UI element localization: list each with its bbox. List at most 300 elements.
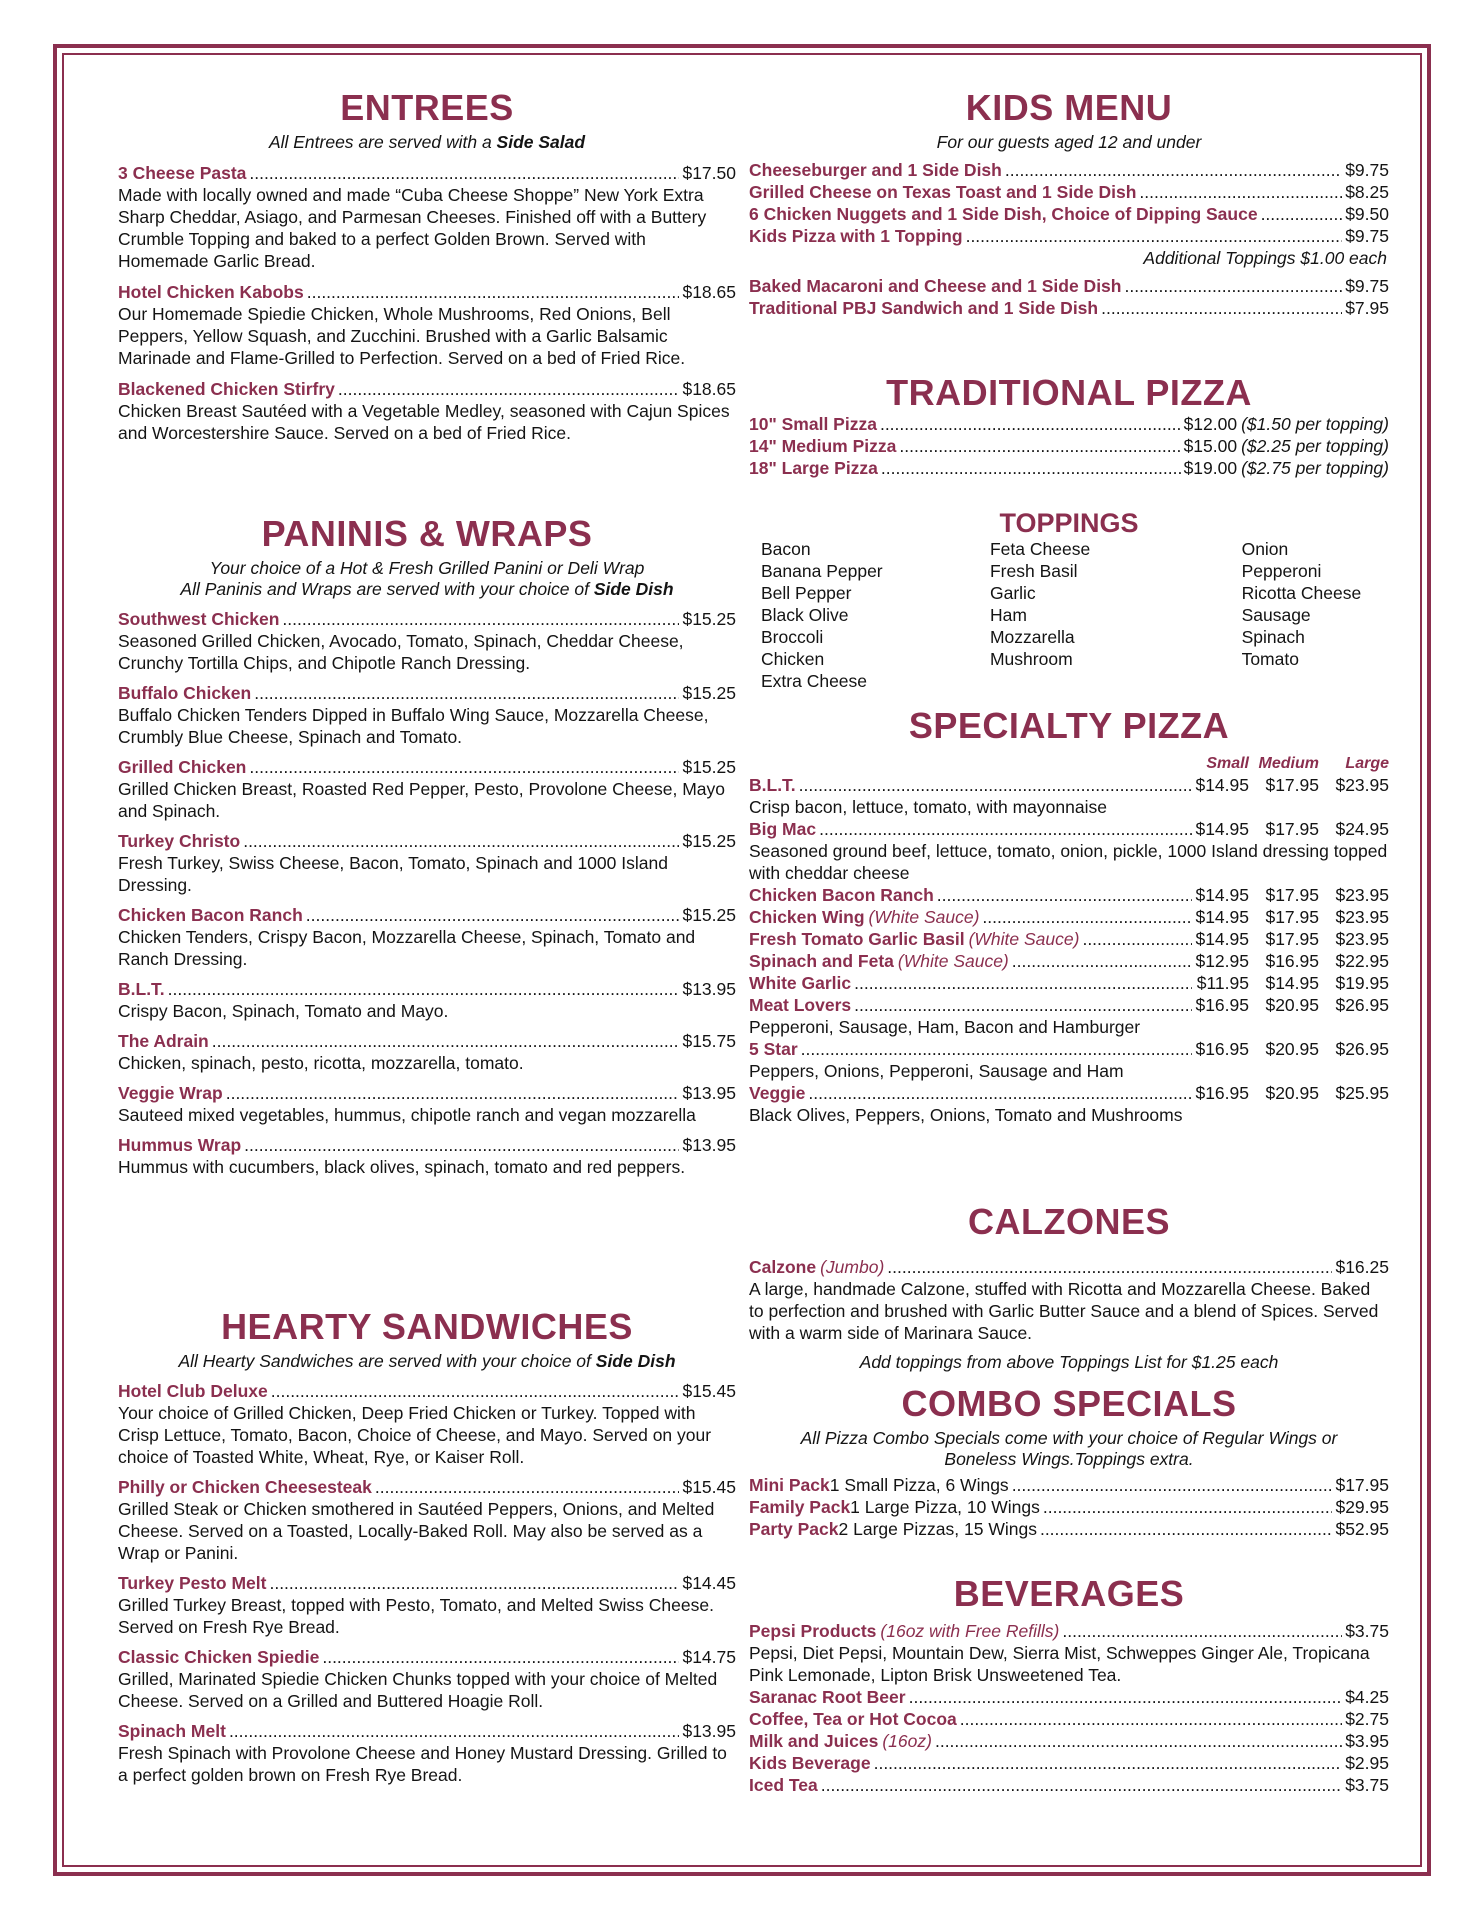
panini-item-line bbox=[118, 1030, 736, 1052]
combo-item-price: $17.95 bbox=[1335, 1475, 1389, 1495]
beverage-item bbox=[749, 1752, 1389, 1774]
topping-item: Bacon bbox=[761, 539, 811, 559]
specialty-pizza-price-large: $23.95 bbox=[1335, 907, 1389, 927]
panini-item-description: Crispy Bacon, Spinach, Tomato and Mayo. bbox=[118, 1001, 449, 1021]
specialty-pizza-price-large: $23.95 bbox=[1335, 929, 1389, 949]
sandwich-item-price: $14.45 bbox=[682, 1573, 736, 1593]
traditional-pizza-item bbox=[749, 435, 1389, 457]
specialty-pizza-title: SPECIALTY PIZZA bbox=[908, 705, 1230, 746]
specialty-pizza-price-medium: $20.95 bbox=[1265, 1039, 1319, 1059]
sandwiches-list bbox=[118, 1380, 736, 1786]
specialty-pizza-item-name: Big Mac bbox=[749, 819, 817, 839]
beverage-item-price: $3.75 bbox=[1345, 1621, 1389, 1641]
specialty-pizza-item bbox=[749, 994, 1389, 1038]
entree-item-leader bbox=[307, 281, 680, 303]
traditional-pizza-section bbox=[749, 373, 1389, 479]
combo-item-price: $29.95 bbox=[1335, 1497, 1389, 1517]
beverage-item bbox=[749, 1774, 1389, 1796]
combo-item-leader bbox=[1043, 1496, 1333, 1518]
topping-item: Garlic bbox=[989, 583, 1036, 603]
sandwich-item bbox=[118, 1646, 736, 1712]
beverage-item-line bbox=[749, 1708, 1389, 1730]
paninis-list bbox=[118, 608, 736, 1178]
calzone-leader bbox=[887, 1256, 1332, 1278]
sandwich-item-name: Spinach Melt bbox=[118, 1721, 226, 1741]
specialty-pizza-price-small: $12.95 bbox=[1195, 951, 1249, 971]
panini-item-line bbox=[118, 904, 736, 926]
specialty-pizza-item bbox=[749, 906, 1389, 928]
specialty-pizza-item bbox=[749, 972, 1389, 994]
kids-item-leader bbox=[966, 225, 1343, 247]
sandwich-item-leader bbox=[375, 1476, 680, 1498]
specialty-pizza-item-description: Seasoned ground beef, lettuce, tomato, onion, pickle, 1000 Island dressing topped with cheddar cheese bbox=[749, 841, 1388, 883]
kids-item-name: Traditional PBJ Sandwich and 1 Side Dish bbox=[749, 298, 1099, 318]
beverage-item-price: $4.25 bbox=[1345, 1687, 1389, 1707]
sandwich-item-line bbox=[118, 1646, 736, 1668]
traditional-pizza-item-price: $15.00 bbox=[1183, 436, 1238, 456]
entree-item-name: Blackened Chicken Stirfry bbox=[118, 379, 335, 399]
specialty-pizza-item-prices bbox=[1195, 884, 1389, 906]
sandwiches-section bbox=[118, 1307, 736, 1786]
sandwich-item-description: Your choice of Grilled Chicken, Deep Fried Chicken or Turkey. Topped with Crisp Lettuce, Tomato, Bacon, Choice of Cheese, and Mayo. Served on your choice of Toasted White, Wheat, Rye, or Kaiser Roll. bbox=[118, 1403, 712, 1467]
kids-item-name: Baked Macaroni and Cheese and 1 Side Dish bbox=[749, 276, 1122, 296]
sandwich-item-description: Fresh Spinach with Provolone Cheese and Honey Mustard Dressing. Grilled to a perfect golden brown on Fresh Rye Bread. bbox=[118, 1743, 727, 1785]
kids-title: KIDS MENU bbox=[965, 87, 1173, 128]
sandwich-item-description: Grilled Steak or Chicken smothered in Sautéed Peppers, Onions, and Melted Cheese. Served on a Toasted, Locally-Baked Roll. May also be served as a Wrap or Panini. bbox=[118, 1499, 715, 1563]
beverage-item-price: $3.75 bbox=[1345, 1775, 1389, 1795]
topping-item: Broccoli bbox=[761, 627, 824, 647]
specialty-pizza-price-large: $26.95 bbox=[1335, 1039, 1389, 1059]
specialty-pizza-item-name: 5 Star bbox=[749, 1039, 798, 1059]
kids-item-price: $8.25 bbox=[1345, 182, 1389, 202]
specialty-pizza-item-line bbox=[749, 906, 1389, 928]
panini-item-leader bbox=[282, 608, 679, 630]
panini-item-price: $15.25 bbox=[682, 609, 736, 629]
topping-item: Spinach bbox=[1241, 627, 1305, 647]
panini-item-name: Southwest Chicken bbox=[118, 609, 280, 629]
panini-item-name: B.L.T. bbox=[118, 979, 165, 999]
paninis-section bbox=[118, 514, 736, 1178]
panini-item-leader bbox=[254, 682, 679, 704]
traditional-pizza-item-leader bbox=[881, 457, 1181, 479]
specialty-pizza-item-description: Pepperoni, Sausage, Ham, Bacon and Hamburger bbox=[749, 1017, 1141, 1037]
topping-item: Fresh Basil bbox=[989, 561, 1078, 581]
kids-item-price: $9.50 bbox=[1345, 204, 1389, 224]
panini-item-leader bbox=[306, 904, 680, 926]
specialty-pizza-item-prices bbox=[1195, 950, 1389, 972]
kids-additional-toppings: Additional Toppings $1.00 each bbox=[1143, 248, 1387, 268]
specialty-pizza-item-name: Fresh Tomato Garlic Basil bbox=[749, 929, 965, 949]
combo-specials-subtitle: All Pizza Combo Specials come with your choice of Regular Wings or Boneless Wings.Toppings extra. bbox=[800, 1428, 1338, 1469]
specialty-pizza-price-small: $14.95 bbox=[1195, 907, 1249, 927]
panini-item-name: Veggie Wrap bbox=[118, 1083, 223, 1103]
combo-item-name: Family Pack bbox=[749, 1497, 851, 1517]
beverage-item-note: (16oz) bbox=[882, 1731, 932, 1751]
entree-item-line bbox=[118, 378, 736, 400]
sandwich-item-line bbox=[118, 1572, 736, 1594]
sandwiches-subtitle-text: All Hearty Sandwiches are served with your choice of bbox=[178, 1351, 596, 1371]
toppings-title: TOPPINGS bbox=[999, 508, 1139, 538]
topping-item: Ricotta Cheese bbox=[1241, 583, 1362, 603]
entrees-subtitle-bold: Side Salad bbox=[496, 132, 586, 152]
beverage-item-price: $3.95 bbox=[1345, 1731, 1389, 1751]
beverage-item-description: Pepsi, Diet Pepsi, Mountain Dew, Sierra Mist, Schweppes Ginger Ale, Tropicana Pink Lemonade, Lipton Brisk Unsweetened Tea. bbox=[749, 1643, 1370, 1685]
sandwich-item-line bbox=[118, 1720, 736, 1742]
calzone-note: (Jumbo) bbox=[820, 1257, 885, 1277]
panini-item-name: Hummus Wrap bbox=[118, 1135, 242, 1155]
specialty-pizza-item-name: Meat Lovers bbox=[749, 995, 852, 1015]
sandwich-item-price: $14.75 bbox=[682, 1647, 736, 1667]
entree-item-line bbox=[118, 162, 736, 184]
beverage-item-name: Saranac Root Beer bbox=[749, 1687, 906, 1707]
toppings-column-3 bbox=[1242, 538, 1389, 692]
kids-item bbox=[749, 297, 1389, 319]
kids-list bbox=[749, 159, 1389, 247]
panini-item-price: $15.25 bbox=[682, 757, 736, 777]
specialty-pizza-item-leader bbox=[854, 994, 1192, 1016]
topping-item: Pepperoni bbox=[1241, 561, 1322, 581]
panini-item bbox=[118, 830, 736, 896]
panini-item bbox=[118, 1134, 736, 1178]
entree-item-price: $18.65 bbox=[682, 379, 736, 399]
panini-item-price: $15.25 bbox=[682, 683, 736, 703]
specialty-pizza-item-description: Peppers, Onions, Pepperoni, Sausage and Ham bbox=[749, 1061, 1124, 1081]
kids-item-line bbox=[749, 225, 1389, 247]
specialty-pizza-item-leader bbox=[854, 972, 1192, 994]
kids-item-leader bbox=[1139, 181, 1342, 203]
panini-item-price: $15.25 bbox=[682, 831, 736, 851]
sandwich-item-name: Hotel Club Deluxe bbox=[118, 1381, 268, 1401]
panini-item-leader bbox=[243, 830, 679, 852]
specialty-pizza-item-line bbox=[749, 972, 1389, 994]
specialty-pizza-price-small: $11.95 bbox=[1196, 973, 1249, 993]
toppings-section bbox=[749, 508, 1389, 692]
kids-item-line bbox=[749, 297, 1389, 319]
calzone-price: $16.25 bbox=[1335, 1257, 1389, 1277]
panini-item-name: Buffalo Chicken bbox=[118, 683, 252, 703]
sandwich-item bbox=[118, 1720, 736, 1786]
specialty-pizza-list bbox=[749, 774, 1389, 1126]
kids-item-price: $9.75 bbox=[1345, 160, 1389, 180]
specialty-pizza-price-medium: $17.95 bbox=[1265, 929, 1319, 949]
specialty-pizza-price-large: $26.95 bbox=[1335, 995, 1389, 1015]
kids-item-name: Cheeseburger and 1 Side Dish bbox=[749, 160, 1002, 180]
beverage-item bbox=[749, 1730, 1389, 1752]
panini-item-line bbox=[118, 608, 736, 630]
panini-item-leader bbox=[226, 1082, 680, 1104]
specialty-pizza-item bbox=[749, 1082, 1389, 1126]
entree-item-leader bbox=[249, 162, 679, 184]
panini-item-description: Sauteed mixed vegetables, hummus, chipotle ranch and vegan mozzarella bbox=[118, 1105, 696, 1125]
specialty-pizza-item-note: (White Sauce) bbox=[968, 929, 1080, 949]
topping-item: Black Olive bbox=[761, 605, 849, 625]
kids-item-name: 6 Chicken Nuggets and 1 Side Dish, Choice of Dipping Sauce bbox=[749, 204, 1258, 224]
beverage-item bbox=[749, 1620, 1389, 1686]
traditional-pizza-item-topping-note: ($2.75 per topping) bbox=[1241, 458, 1389, 478]
specialty-pizza-item-line bbox=[749, 774, 1389, 796]
specialty-pizza-item-leader bbox=[1012, 950, 1192, 972]
specialty-pizza-item-prices bbox=[1195, 994, 1389, 1016]
entree-item-price: $18.65 bbox=[682, 282, 736, 302]
kids-item-price: $9.75 bbox=[1345, 226, 1389, 246]
specialty-pizza-item bbox=[749, 884, 1389, 906]
kids-item-price: $7.95 bbox=[1345, 298, 1389, 318]
beverage-item-name: Pepsi Products bbox=[749, 1621, 877, 1641]
specialty-pizza-item bbox=[749, 818, 1389, 884]
combo-item-leader bbox=[1012, 1474, 1333, 1496]
sandwiches-subtitle bbox=[118, 1351, 736, 1372]
topping-item: Feta Cheese bbox=[989, 539, 1091, 559]
traditional-pizza-item-leader bbox=[899, 435, 1180, 457]
kids-item bbox=[749, 181, 1389, 203]
combo-item-detail: 1 Large Pizza, 10 Wings bbox=[850, 1497, 1040, 1517]
panini-item bbox=[118, 904, 736, 970]
specialty-pizza-item-leader bbox=[801, 1038, 1192, 1060]
traditional-pizza-item-line bbox=[749, 457, 1389, 479]
kids-item-leader bbox=[1124, 275, 1342, 297]
traditional-pizza-title: TRADITIONAL PIZZA bbox=[886, 372, 1252, 413]
beverage-item-price: $2.95 bbox=[1345, 1753, 1389, 1773]
specialty-pizza-price-large: $19.95 bbox=[1335, 973, 1389, 993]
kids-item-line bbox=[749, 203, 1389, 225]
beverage-item-leader bbox=[909, 1686, 1343, 1708]
traditional-pizza-item-price: $12.00 bbox=[1183, 414, 1238, 434]
traditional-pizza-item-name: 10" Small Pizza bbox=[749, 414, 877, 434]
panini-item-price: $15.25 bbox=[682, 905, 736, 925]
calzone-item bbox=[749, 1256, 1389, 1344]
panini-item-name: Turkey Christo bbox=[118, 831, 241, 851]
sandwich-item-price: $13.95 bbox=[682, 1721, 736, 1741]
specialty-pizza-price-medium: $14.95 bbox=[1265, 973, 1319, 993]
traditional-pizza-item-name: 18" Large Pizza bbox=[749, 458, 878, 478]
sandwich-item-name: Classic Chicken Spiedie bbox=[118, 1647, 320, 1667]
specialty-pizza-item-note: (White Sauce) bbox=[868, 907, 980, 927]
specialty-pizza-item-leader bbox=[808, 1082, 1192, 1104]
panini-item-leader bbox=[249, 756, 679, 778]
panini-item-price: $13.95 bbox=[682, 1083, 736, 1103]
specialty-pizza-item-prices bbox=[1195, 1082, 1389, 1104]
combo-item-detail: 2 Large Pizzas, 15 Wings bbox=[838, 1519, 1037, 1539]
beverage-item-name: Coffee, Tea or Hot Cocoa bbox=[749, 1709, 957, 1729]
specialty-pizza-item-line bbox=[749, 884, 1389, 906]
entree-item-description: Our Homemade Spiedie Chicken, Whole Mushrooms, Red Onions, Bell Peppers, Yellow Squash, and Zucchini. Brushed with a Garlic Balsamic Marinade and Flame-Grilled to Perfection. Served on a bed of Fried Rice. bbox=[118, 304, 686, 368]
paninis-subtitle-1: Your choice of a Hot & Fresh Grilled Panini or Deli Wrap bbox=[209, 558, 645, 578]
panini-item bbox=[118, 1082, 736, 1126]
toppings-column-1 bbox=[761, 538, 990, 692]
sandwiches-subtitle-bold: Side Dish bbox=[595, 1351, 676, 1371]
panini-item-line bbox=[118, 1134, 736, 1156]
beverage-item-name: Kids Beverage bbox=[749, 1753, 871, 1773]
sandwich-item-leader bbox=[322, 1646, 679, 1668]
calzones-section bbox=[749, 1202, 1389, 1373]
beverage-item-price: $2.75 bbox=[1345, 1709, 1389, 1729]
panini-item-leader bbox=[168, 978, 680, 1000]
kids-item bbox=[749, 203, 1389, 225]
panini-item-price: $13.95 bbox=[682, 1135, 736, 1155]
kids-item bbox=[749, 225, 1389, 247]
specialty-pizza-price-large: $24.95 bbox=[1335, 819, 1389, 839]
panini-item-description: Seasoned Grilled Chicken, Avocado, Tomato, Spinach, Cheddar Cheese, Crunchy Tortilla Chips, and Chipotle Ranch Dressing. bbox=[118, 631, 684, 673]
panini-item-description: Fresh Turkey, Swiss Cheese, Bacon, Tomato, Spinach and 1000 Island Dressing. bbox=[118, 853, 668, 895]
kids-item-line bbox=[749, 159, 1389, 181]
kids-item-leader bbox=[1101, 297, 1342, 319]
specialty-pizza-item-name: Chicken Bacon Ranch bbox=[749, 885, 934, 905]
beverage-item-note: (16oz with Free Refills) bbox=[880, 1621, 1060, 1641]
toppings-column-2 bbox=[990, 538, 1242, 692]
paninis-title: PANINIS & WRAPS bbox=[261, 513, 593, 554]
specialty-pizza-item-leader bbox=[982, 906, 1192, 928]
sandwich-item-name: Turkey Pesto Melt bbox=[118, 1573, 267, 1593]
topping-item: Sausage bbox=[1241, 605, 1311, 625]
panini-item-description: Buffalo Chicken Tenders Dipped in Buffalo Wing Sauce, Mozzarella Cheese, Crumbly Blue Cheese, Spinach and Tomato. bbox=[118, 705, 709, 747]
size-large-header: Large bbox=[1345, 755, 1389, 772]
panini-item-line bbox=[118, 978, 736, 1000]
panini-item-description: Chicken Tenders, Crispy Bacon, Mozzarella Cheese, Spinach, Tomato and Ranch Dressing. bbox=[118, 927, 696, 969]
specialty-pizza-price-medium: $20.95 bbox=[1265, 1083, 1319, 1103]
calzones-title: CALZONES bbox=[968, 1201, 1170, 1242]
entrees-subtitle-text: All Entrees are served with a bbox=[268, 132, 497, 152]
sandwiches-title: HEARTY SANDWICHES bbox=[221, 1306, 633, 1347]
panini-item bbox=[118, 1030, 736, 1074]
panini-item bbox=[118, 608, 736, 674]
specialty-pizza-price-large: $22.95 bbox=[1335, 951, 1389, 971]
calzone-line bbox=[749, 1256, 1389, 1278]
beverage-item-line bbox=[749, 1752, 1389, 1774]
panini-item-leader bbox=[212, 1030, 680, 1052]
sandwich-item bbox=[118, 1380, 736, 1468]
combo-item-line bbox=[749, 1496, 1389, 1518]
traditional-pizza-item-price: $19.00 bbox=[1183, 458, 1238, 478]
calzone-description: A large, handmade Calzone, stuffed with Ricotta and Mozzarella Cheese. Baked to perfection and brushed with Garlic Butter Sauce and a blend of Spices. Served with a warm side of Marinara Sauce. bbox=[749, 1279, 1379, 1343]
traditional-pizza-item-topping-note: ($1.50 per topping) bbox=[1241, 414, 1389, 434]
beverage-item-leader bbox=[821, 1774, 1342, 1796]
kids-item-name: Kids Pizza with 1 Topping bbox=[749, 226, 963, 246]
specialty-pizza-price-small: $16.95 bbox=[1195, 995, 1249, 1015]
traditional-pizza-item-name: 14" Medium Pizza bbox=[749, 436, 897, 456]
kids-subtitle: For our guests aged 12 and under bbox=[936, 132, 1202, 152]
specialty-pizza-item-leader bbox=[799, 774, 1192, 796]
traditional-pizza-item bbox=[749, 413, 1389, 435]
combo-item-leader bbox=[1040, 1518, 1333, 1540]
kids-item-leader bbox=[1261, 203, 1343, 225]
beverage-item bbox=[749, 1708, 1389, 1730]
traditional-pizza-list bbox=[749, 413, 1389, 479]
kids-item-line bbox=[749, 181, 1389, 203]
topping-item: Chicken bbox=[761, 649, 825, 669]
kids-item bbox=[749, 159, 1389, 181]
specialty-size-headers bbox=[749, 754, 1389, 774]
sandwich-item-name: Philly or Chicken Cheesesteak bbox=[118, 1477, 372, 1497]
beverage-item-name: Iced Tea bbox=[749, 1775, 818, 1795]
specialty-pizza-price-small: $14.95 bbox=[1195, 819, 1249, 839]
specialty-pizza-section bbox=[749, 706, 1389, 1126]
specialty-pizza-price-medium: $20.95 bbox=[1265, 995, 1319, 1015]
entree-item-price: $17.50 bbox=[682, 163, 736, 183]
specialty-pizza-item-leader bbox=[819, 818, 1192, 840]
topping-item: Mozzarella bbox=[989, 627, 1075, 647]
combo-item bbox=[749, 1496, 1389, 1518]
paninis-subtitle-2 bbox=[118, 579, 736, 600]
combo-item-detail: 1 Small Pizza, 6 Wings bbox=[829, 1475, 1009, 1495]
sandwich-item-leader bbox=[271, 1380, 680, 1402]
specialty-pizza-item-prices bbox=[1195, 928, 1389, 950]
beverage-item-line bbox=[749, 1730, 1389, 1752]
entree-item-description: Chicken Breast Sautéed with a Vegetable Medley, seasoned with Cajun Spices and Worcestershire Sauce. Served on a bed of Fried Rice. bbox=[118, 401, 730, 443]
specialty-pizza-item bbox=[749, 928, 1389, 950]
sandwich-item-line bbox=[118, 1476, 736, 1498]
specialty-pizza-price-medium: $17.95 bbox=[1265, 819, 1319, 839]
specialty-pizza-item-prices bbox=[1195, 1038, 1389, 1060]
topping-item: Bell Pepper bbox=[761, 583, 852, 603]
traditional-pizza-item-topping-note: ($2.25 per topping) bbox=[1241, 436, 1389, 456]
size-medium-header: Medium bbox=[1258, 755, 1319, 772]
specialty-pizza-price-small: $14.95 bbox=[1195, 775, 1249, 795]
panini-item-price: $13.95 bbox=[682, 979, 736, 999]
panini-item bbox=[118, 756, 736, 822]
specialty-pizza-item-line bbox=[749, 1038, 1389, 1060]
traditional-pizza-item bbox=[749, 457, 1389, 479]
specialty-pizza-item bbox=[749, 950, 1389, 972]
traditional-pizza-item-line bbox=[749, 435, 1389, 457]
sandwich-item-line bbox=[118, 1380, 736, 1402]
combo-item-line bbox=[749, 1518, 1389, 1540]
specialty-pizza-item-prices bbox=[1195, 774, 1389, 796]
traditional-pizza-item-line bbox=[749, 413, 1389, 435]
specialty-pizza-item-description: Black Olives, Peppers, Onions, Tomato and Mushrooms bbox=[749, 1105, 1183, 1125]
specialty-pizza-item-leader bbox=[1082, 928, 1192, 950]
panini-item-line bbox=[118, 1082, 736, 1104]
panini-item-price: $15.75 bbox=[682, 1031, 736, 1051]
entree-item bbox=[118, 162, 736, 272]
specialty-pizza-item-line bbox=[749, 818, 1389, 840]
beverages-list bbox=[749, 1620, 1389, 1796]
combo-item-name: Mini Pack bbox=[749, 1475, 830, 1495]
panini-item-leader bbox=[244, 1134, 679, 1156]
panini-item-description: Hummus with cucumbers, black olives, spinach, tomato and red peppers. bbox=[118, 1157, 686, 1177]
specialty-pizza-item bbox=[749, 774, 1389, 818]
specialty-pizza-price-medium: $17.95 bbox=[1265, 775, 1319, 795]
kids-section bbox=[749, 88, 1389, 319]
specialty-pizza-price-medium: $17.95 bbox=[1265, 907, 1319, 927]
entree-item bbox=[118, 281, 736, 369]
specialty-pizza-price-medium: $16.95 bbox=[1265, 951, 1319, 971]
kids-item bbox=[749, 275, 1389, 297]
specialty-pizza-item-name: Chicken Wing bbox=[749, 907, 865, 927]
calzone-addon: Add toppings from above Toppings List for $1.25 each bbox=[859, 1352, 1279, 1372]
specialty-pizza-item-name: B.L.T. bbox=[749, 775, 796, 795]
specialty-pizza-item-name: White Garlic bbox=[749, 973, 852, 993]
combo-item-line bbox=[749, 1474, 1389, 1496]
beverage-item-line bbox=[749, 1774, 1389, 1796]
specialty-pizza-item-leader bbox=[937, 884, 1192, 906]
specialty-pizza-item-note: (White Sauce) bbox=[897, 951, 1009, 971]
beverages-title: BEVERAGES bbox=[953, 1573, 1185, 1614]
panini-item-line bbox=[118, 682, 736, 704]
specialty-pizza-item-prices bbox=[1195, 906, 1389, 928]
kids-item-price: $9.75 bbox=[1345, 276, 1389, 296]
kids-item-line bbox=[749, 275, 1389, 297]
entree-item bbox=[118, 378, 736, 444]
specialty-pizza-price-medium: $17.95 bbox=[1265, 885, 1319, 905]
topping-item: Mushroom bbox=[989, 649, 1073, 669]
combo-item bbox=[749, 1518, 1389, 1540]
panini-item-name: Chicken Bacon Ranch bbox=[118, 905, 303, 925]
entrees-list bbox=[118, 162, 736, 444]
specialty-pizza-item-line bbox=[749, 994, 1389, 1016]
sandwich-item bbox=[118, 1572, 736, 1638]
specialty-pizza-price-small: $16.95 bbox=[1195, 1039, 1249, 1059]
size-small-header: Small bbox=[1206, 755, 1249, 772]
